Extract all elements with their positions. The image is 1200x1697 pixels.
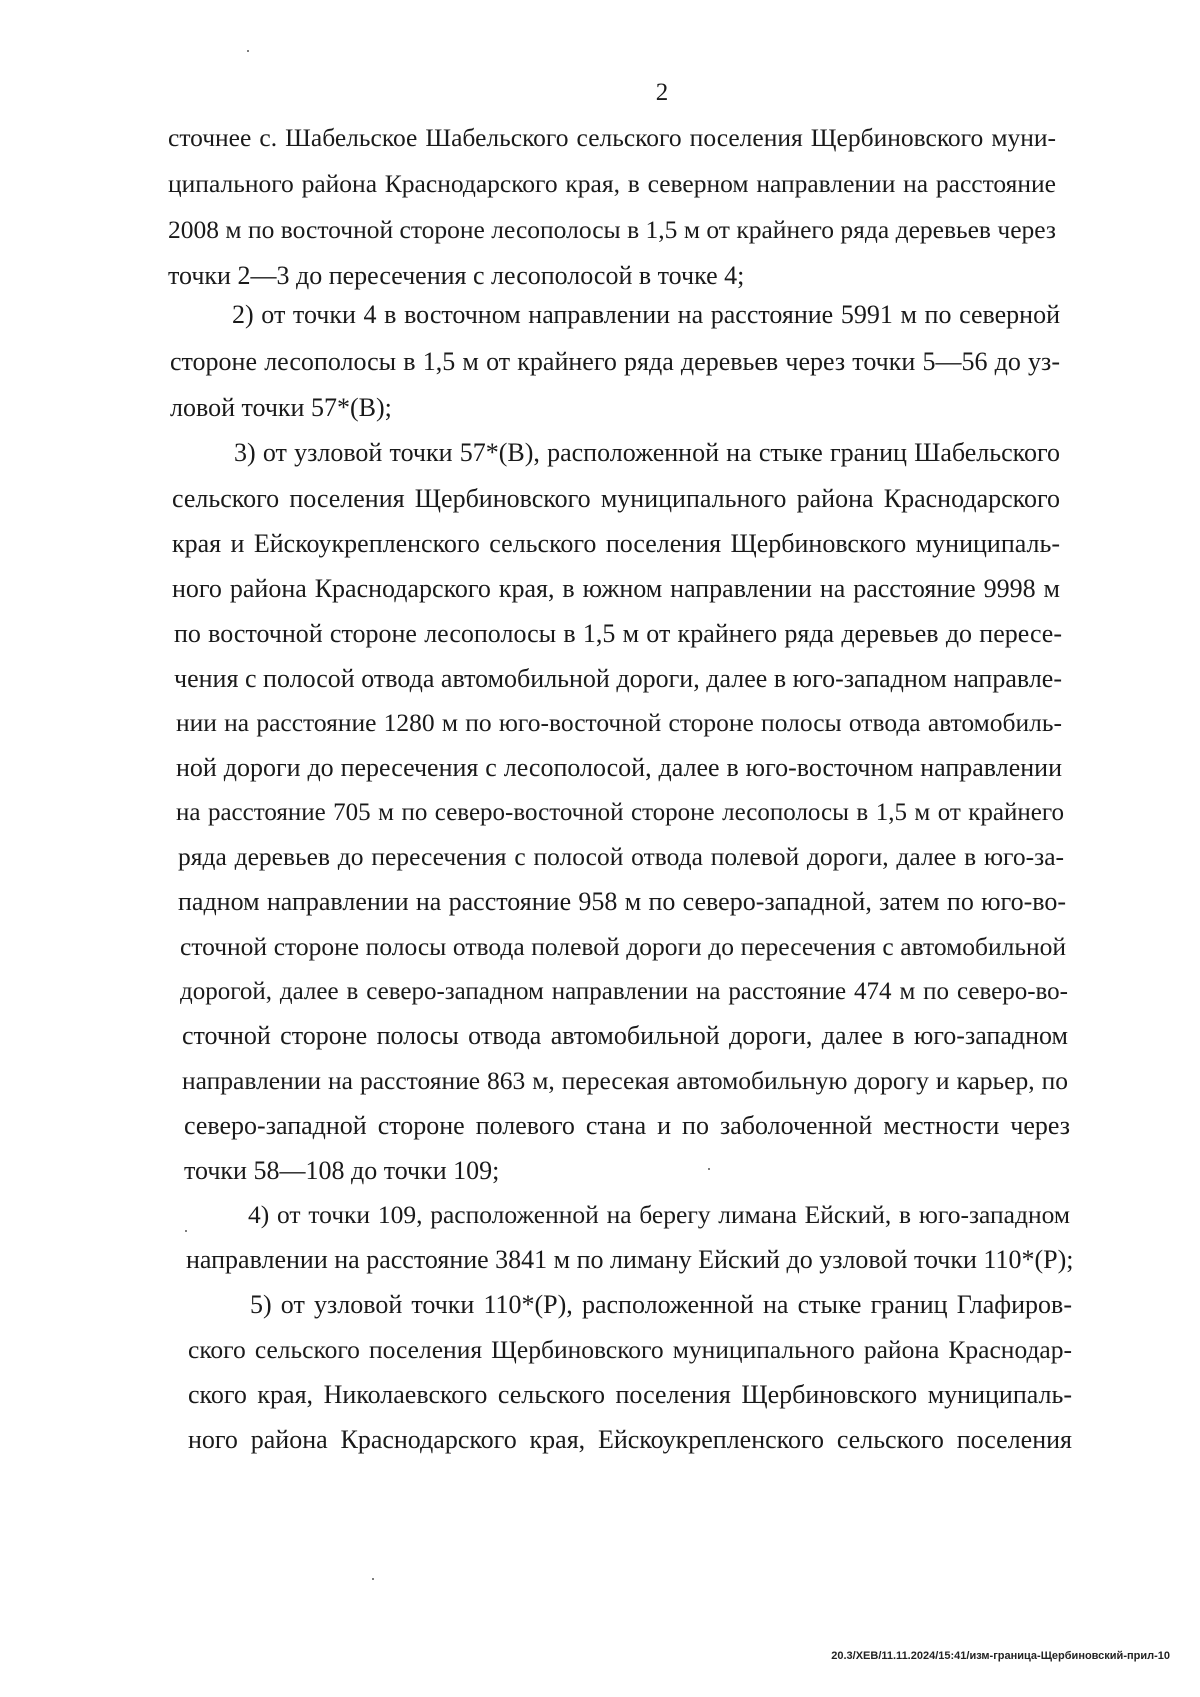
- scan-speck: [247, 50, 249, 52]
- text-line: направлении на расстояние 863 м, пересекая автомобильную дорогу и карьер, по: [182, 1066, 1068, 1095]
- text-line: падном направлении на расстояние 958 м по северо-западной, затем по юго-во-: [178, 887, 1066, 916]
- text-line: сельского поселения Щербиновского муниципального района Краснодарского: [172, 484, 1060, 513]
- text-line: северо-западной стороне полевого стана и по заболоченной местности через: [184, 1111, 1070, 1140]
- text-line: 4) от точки 109, расположенной на берегу лимана Ейский, в юго-западном: [248, 1200, 1070, 1229]
- text-line: края и Ейскоукрепленского сельского поселения Щербиновского муниципаль-: [172, 529, 1060, 558]
- text-line: 3) от узловой точки 57*(В), расположенной на стыке границ Шабельского: [234, 438, 1060, 467]
- text-line: сточной стороне полосы отвода автомобильной дороги, далее в юго-западном: [182, 1021, 1068, 1050]
- text-line: стороне лесополосы в 1,5 м от крайнего ряда деревьев через точки 5—56 до уз-: [170, 347, 1060, 376]
- page-number: 2: [655, 79, 669, 106]
- text-line: ловой точки 57*(В);: [170, 393, 392, 422]
- text-line: ского края, Николаевского сельского поселения Щербиновского муниципаль-: [188, 1380, 1072, 1409]
- text-line: сточной стороне полосы отвода полевой дороги до пересечения с автомобильной: [180, 932, 1066, 961]
- text-line: 2) от точки 4 в восточном направлении на расстояние 5991 м по северной: [232, 300, 1060, 329]
- text-line: ряда деревьев до пересечения с полосой отвода полевой дороги, далее в юго-за-: [178, 842, 1064, 871]
- text-line: направлении на расстояние 3841 м по лиману Ейский до узловой точки 110*(Р);: [186, 1245, 1074, 1274]
- text-line: по восточной стороне лесополосы в 1,5 м от крайнего ряда деревьев до пересе-: [174, 619, 1062, 648]
- text-line: на расстояние 705 м по северо-восточной стороне лесополосы в 1,5 м от крайнего: [176, 799, 1064, 826]
- text-line: ной дороги до пересечения с лесополосой, далее в юго-восточном направлении: [176, 753, 1062, 782]
- text-line: 2008 м по восточной стороне лесополосы в 1,5 м от крайнего ряда деревьев через: [168, 215, 1056, 244]
- text-line: точки 58—108 до точки 109;: [184, 1156, 500, 1185]
- scan-speck: [185, 1230, 187, 1232]
- text-line: ного района Краснодарского края, в южном направлении на расстояние 9998 м: [172, 574, 1060, 603]
- text-line: чения с полосой отвода автомобильной дороги, далее в юго-западном направле-: [174, 664, 1062, 693]
- text-line: ного района Краснодарского края, Ейскоукрепленского сельского поселения: [188, 1425, 1072, 1454]
- text-line: сточнее с. Шабельское Шабельского сельского поселения Щербиновского муни-: [168, 123, 1056, 152]
- text-line: дорогой, далее в северо-западном направлении на расстояние 474 м по северо-во-: [180, 978, 1068, 1005]
- text-line: точки 2—3 до пересечения с лесополосой в точке 4;: [168, 261, 745, 290]
- text-line: ского сельского поселения Щербиновского муниципального района Краснодар-: [188, 1335, 1072, 1364]
- scan-speck: [708, 1168, 710, 1170]
- text-line: 5) от узловой точки 110*(Р), расположенной на стыке границ Глафиров-: [250, 1290, 1072, 1319]
- text-line: ципального района Краснодарского края, в северном направлении на расстояние: [168, 169, 1056, 198]
- text-line: нии на расстояние 1280 м по юго-восточной стороне полосы отвода автомобиль-: [176, 708, 1062, 737]
- document-footer-code: 20.3/ХЕВ/11.11.2024/15:41/изм-граница-Щербиновский-прил-10: [831, 1650, 1170, 1662]
- scan-speck: [372, 1578, 374, 1580]
